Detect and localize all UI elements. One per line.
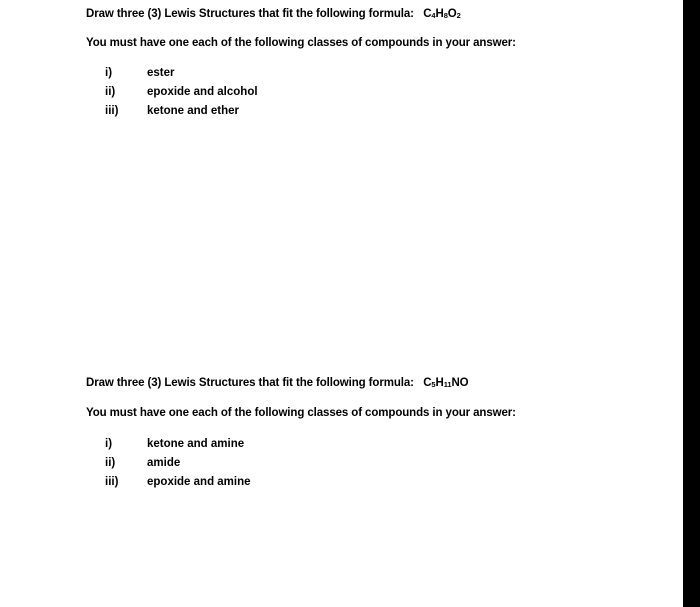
list-numeral: i) — [105, 67, 113, 79]
list-numeral: iii) — [105, 105, 119, 117]
formula-element: C — [423, 8, 432, 20]
list-numeral: ii) — [105, 86, 116, 98]
list-numeral: i) — [105, 438, 113, 450]
formula-subscript: 4 — [431, 11, 436, 20]
formula-element: H — [435, 8, 444, 20]
formula-subscript: 5 — [431, 380, 436, 389]
formula-element: O — [447, 8, 457, 20]
problem-1-formula — [417, 8, 461, 20]
formula-subscript: 2 — [456, 11, 461, 20]
list-numeral: iii) — [105, 476, 119, 488]
formula-subscript: 8 — [443, 11, 448, 20]
problem-2-formula — [417, 377, 469, 389]
problem-2-heading — [86, 377, 469, 389]
formula-subscript: 11 — [443, 380, 452, 389]
list-label: ester — [147, 67, 175, 79]
problem-1-heading — [86, 8, 461, 20]
problem-1-heading-text: Draw three (3) Lewis Structures that fit the following formula: — [86, 8, 414, 20]
list-label: epoxide and alcohol — [147, 86, 258, 98]
formula-element: NO — [451, 377, 469, 389]
problem-2-instruction: You must have one each of the following classes of compounds in your answer: — [86, 407, 516, 419]
problem-1-instruction: You must have one each of the following classes of compounds in your answer: — [86, 37, 516, 49]
list-label: amide — [147, 457, 181, 469]
list-label: ketone and amine — [147, 438, 245, 450]
list-label: epoxide and amine — [147, 476, 251, 488]
problem-2-heading-text: Draw three (3) Lewis Structures that fit the following formula: — [86, 377, 414, 389]
list-numeral: ii) — [105, 457, 116, 469]
formula-element: C — [423, 377, 432, 389]
formula-element: H — [435, 377, 444, 389]
list-label: ketone and ether — [147, 105, 240, 117]
